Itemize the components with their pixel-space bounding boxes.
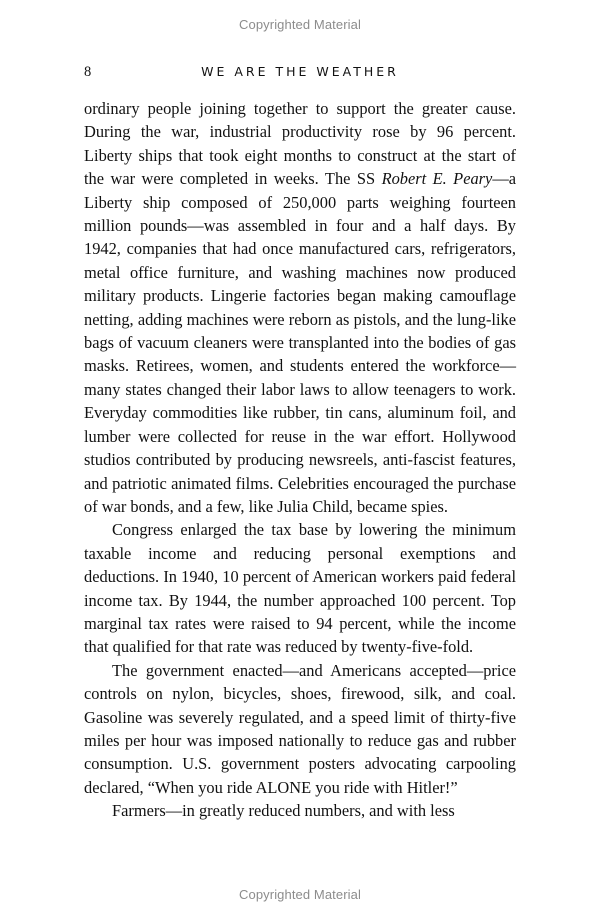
watermark-top: Copyrighted Material xyxy=(239,17,361,32)
paragraph-1 xyxy=(84,97,516,518)
paragraph-1-text-a: ordinary people joining together to support the greater cause. During the war, industrial productivity rose by 96 percent. Liberty ships that took eight months to construct at the start of the war were completed in weeks. The SS xyxy=(84,99,516,189)
page-number: 8 xyxy=(84,64,92,80)
paragraph-2: Congress enlarged the tax base by lowering the minimum taxable income and reducing personal exemptions and deductions. In 1940, 10 percent of American workers paid federal income tax. By 1944, the number approached 100 percent. Top marginal tax rates were raised to 94 percent, while the income that qualified for that rate was reduced by twenty-five-fold. xyxy=(84,520,516,657)
book-title: WE ARE THE WEATHER xyxy=(201,64,399,79)
paragraph-4: Farmers—in greatly reduced numbers, and with less xyxy=(112,801,455,821)
paragraph-1-text-b: —a Liberty ship composed of 250,000 parts weighing fourteen million pounds—was assembled in four and a half days. By 1942, companies that had once manufactured cars, refrigerators, metal office furniture, and washing machines now produced military products. Lingerie factories began making camouflage netting, adding machines were reborn as pistols, and the lung-like bags of vacuum cleaners were transplanted into the bodies of gas masks. Retirees, women, and students entered the workforce—many states changed their labor laws to allow teenagers to work. Everyday commodities like rubber, tin cans, aluminum foil, and lumber were collected for reuse in the war effort. Hollywood studios contributed by producing newsreels, anti-fascist features, and patriotic animated films. Celebrities encouraged the purchase of war bonds, and a few, like Julia Child, became spies. xyxy=(84,169,516,516)
watermark-bottom: Copyrighted Material xyxy=(239,887,361,902)
running-head xyxy=(84,64,516,84)
paragraph-3: The government enacted—and Americans accepted—price controls on nylon, bicycles, shoes, firewood, silk, and coal. Gasoline was severely regulated, and a speed limit of thirty-five miles per hour was imposed nationally to reduce gas and rubber consumption. U.S. government posters advocating carpooling declared, “When you ride ALONE you ride with Hitler!” xyxy=(84,660,516,797)
body-text xyxy=(84,97,516,823)
ship-name: Robert E. Peary xyxy=(381,169,493,189)
